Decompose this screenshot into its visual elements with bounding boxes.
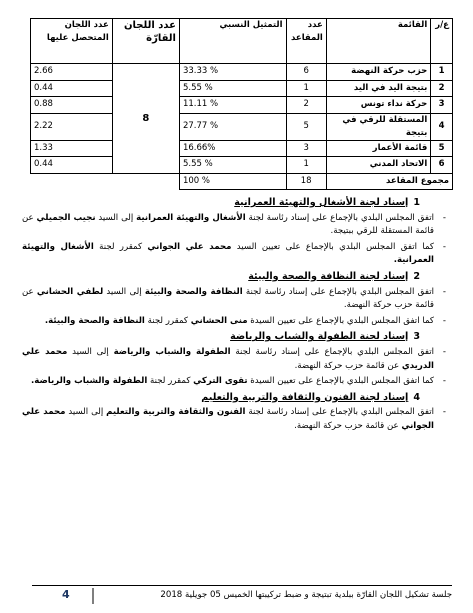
row-pct: 27.77 % [179,113,286,140]
item-committee: النظافة والصحة والبيئة [144,286,243,297]
item-person: محمد علي الجواني [147,241,232,252]
item-text: إلى السيد [68,407,104,418]
item-text: اتفق المجلس البلدي بالإجماع على إسناد رئاسة لجنة [245,286,434,297]
total-seats: 18 [286,173,326,190]
table-row [31,140,453,157]
row-idx: 3 [431,97,453,114]
row-obtained: 0.44 [31,80,113,97]
page-number: 4 [62,588,70,601]
section-number: 4 [413,391,420,403]
row-pct: 33.33 % [179,64,286,81]
item-text: اتفق المجلس البلدي بالإجماع على إسناد رئاسة لجنة [235,346,434,357]
row-idx: 6 [431,157,453,174]
row-obtained: 1.33 [31,140,113,157]
item-person: محمد علي الدريدي [22,346,434,371]
row-pct: 5.55 % [179,157,286,174]
row-idx: 4 [431,113,453,140]
item-text: عن قائمة حزب حركة النهضة. [294,420,399,431]
section-title [22,196,448,210]
item-person: منى الحشاني [190,315,248,326]
item-committee: الطفولة والشباب والرياضة. [31,376,148,387]
header-pct: التمثيل النسبي [179,19,286,64]
header-obtained: عدد اللجان المتحصل عليها [31,19,113,64]
page-footer [32,585,452,606]
item-committee: الأشغال والتهيئة العمرانية [136,212,246,223]
total-pct: 100 % [179,173,286,190]
item-committee: الطفولة والشباب والرياضة [113,346,231,357]
header-list: القائمة [326,19,430,64]
row-idx: 1 [431,64,453,81]
row-idx: 2 [431,80,453,97]
section-item [22,241,448,268]
section-title [22,391,448,405]
row-obtained: 2.66 [31,64,113,81]
item-text: كمقرر لجنة [147,315,189,326]
item-person: تقوى التركي [193,376,248,387]
item-text: كما اتفق المجلس البلدي بالإجماع على تعيين السيدة [250,315,434,326]
item-committee: الأشغال والتهيئة العمرانية. [22,241,434,266]
section-title [22,270,448,284]
item-text: عن قائمة حزب حركة النهضة. [22,286,434,311]
row-obtained: 2.22 [31,113,113,140]
item-text: كمقرر لجنة [99,241,143,252]
row-pct: 5.55 % [179,80,286,97]
row-seats: 3 [286,140,326,157]
table-total-row [31,173,453,190]
row-obtained: 0.44 [31,157,113,174]
blank-cell [31,173,180,190]
section-number: 1 [413,197,420,208]
committees-count: 8 [112,64,179,174]
item-text: إلى السيد [106,286,142,297]
row-seats: 2 [286,97,326,114]
section-item [22,406,448,433]
header-seats: عدد المقاعد [286,19,326,64]
row-list: الاتحاد المدني [326,157,430,174]
item-text: عن قائمة حزب حركة النهضة. [294,360,400,371]
item-committee: النظافة والصحة والبيئة. [44,315,145,326]
section-item [22,212,448,239]
table-row [31,113,453,140]
row-seats: 6 [286,64,326,81]
section-title-text: إسناد لجنة الطفولة والشباب والرياضة [230,331,409,343]
row-pct: 11.11 % [179,97,286,114]
item-person: نجيب الجميلي [36,212,96,223]
results-table [30,18,453,190]
total-label: مجموع المقاعد [326,173,452,190]
table-row [31,64,453,81]
section-item [22,315,448,329]
item-committee: الفنون والثقافة والتربية والتعليم [106,407,246,418]
row-seats: 5 [286,113,326,140]
row-list: قائمة الأعمار [326,140,430,157]
row-list: بتيجة اليد في اليد [326,80,430,97]
table-row [31,80,453,97]
item-text: كما اتفق المجلس البلدي بالإجماع على تعيين السيدة [250,376,434,387]
row-seats: 1 [286,157,326,174]
section-title-text: إسناد لجنة الأشغال والتهيئة العمرانية [234,197,409,208]
row-obtained: 0.88 [31,97,113,114]
footer-text: جلسة تشكيل اللجان القارّة ببلدية تبتيجة و ضبط تركيبتها الخميس 05 جويلية 2018 [160,590,452,600]
row-list: حزب حركة النهضة [326,64,430,81]
item-text: اتفق المجلس البلدي بالإجماع على إسناد رئاسة لجنة [248,212,434,223]
item-text: عن قائمة المستقلة للرقي ببتيجة. [22,212,434,237]
section-item [22,375,448,389]
header-idx: ع/ر [431,19,453,64]
section-number: 3 [413,331,420,343]
item-text: إلى السيد [98,212,134,223]
item-text: اتفق المجلس البلدي بالإجماع على إسناد رئاسة لجنة [248,407,435,418]
item-text: كمقرر لجنة [150,376,191,387]
item-text: إلى السيد [72,346,109,357]
section-item [22,286,448,313]
section-title-text: إسناد لجنة الفنون والثقافة والتربية والتعليم [201,391,409,403]
section-item [22,346,448,373]
table-row [31,97,453,114]
header-committees: عدد اللجان القارّة [112,19,179,64]
footer-divider [92,588,94,604]
sections-content [22,196,448,436]
item-text: كما اتفق المجلس البلدي بالإجماع على تعيين السيد [236,241,435,252]
item-person: محمد علي الجواني [22,407,434,431]
section-number: 2 [413,270,420,282]
item-person: لطفي الحشاني [36,286,104,297]
row-seats: 1 [286,80,326,97]
row-list: المستقلة للرقي في بتيجة [326,113,430,140]
row-list: حركة نداء تونس [326,97,430,114]
row-pct: 16.66% [179,140,286,157]
section-title [22,330,448,344]
table-header-row [31,19,453,64]
table-row [31,157,453,174]
section-title-text: إسناد لجنة النظافة والصحة والبيئة [248,270,409,282]
row-idx: 5 [431,140,453,157]
